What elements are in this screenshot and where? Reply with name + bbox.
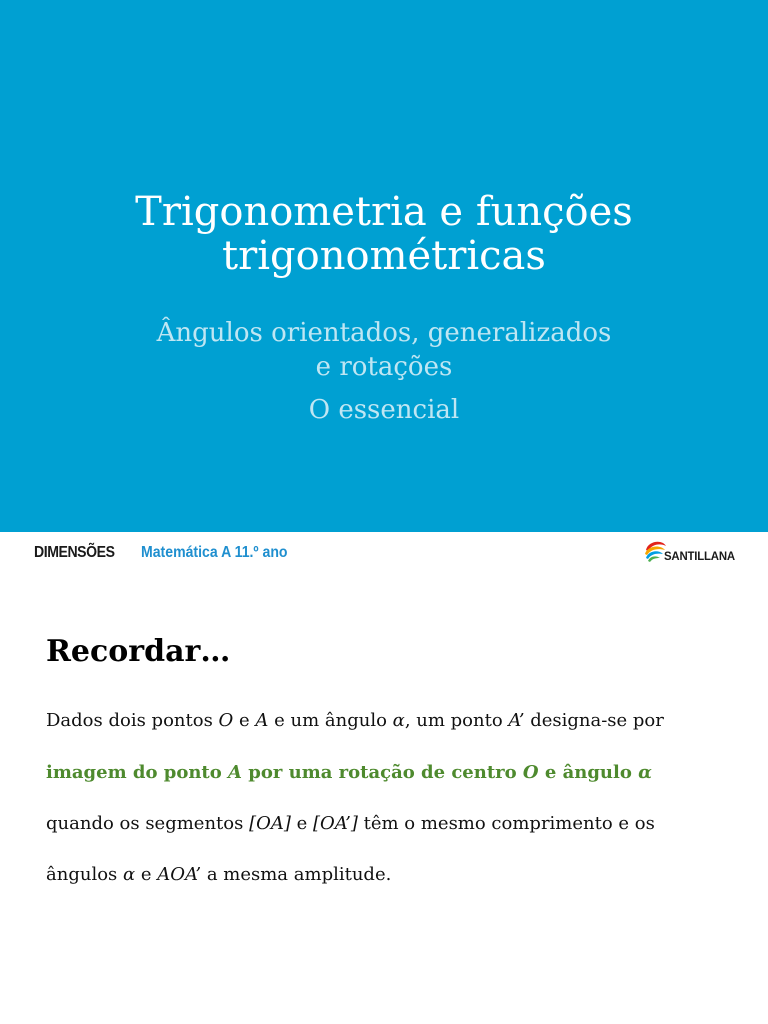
math-symbol: α: [123, 864, 136, 885]
publisher-name: SANTILLANA: [664, 549, 735, 563]
math-symbol: O: [522, 762, 539, 783]
title-line-2: trigonométricas: [222, 233, 546, 279]
math-symbol: A: [228, 762, 242, 783]
text-fragment: a mesma amplitude.: [201, 864, 392, 885]
section-heading: Recordar…: [46, 634, 231, 669]
math-symbol: AOA’: [157, 864, 202, 885]
course-label: Matemática A 11.º ano: [141, 544, 288, 561]
text-fragment: e: [135, 864, 158, 885]
slide-subtitle: [0, 316, 768, 384]
math-symbol: A: [255, 710, 269, 731]
title-line-1: Trigonometria e funções: [135, 189, 633, 235]
math-symbol: α: [638, 762, 652, 783]
subtitle-line-2: e rotações: [315, 352, 453, 382]
text-fragment: quando os segmentos: [46, 813, 250, 834]
slide-title: [0, 190, 768, 278]
text-fragment: ângulos: [46, 864, 123, 885]
brand-name: DIMENSÕES: [34, 544, 115, 561]
paragraph-line-4: [46, 863, 391, 887]
publisher-logo: [644, 538, 740, 566]
paragraph-line-3: [46, 812, 655, 836]
text-fragment: e: [233, 710, 256, 731]
text-fragment: imagem do ponto: [46, 762, 229, 783]
text-fragment: , um ponto: [404, 710, 509, 731]
math-symbol: α: [392, 710, 405, 731]
paragraph-line-1: [46, 709, 664, 733]
math-symbol: O: [218, 710, 234, 731]
math-symbol: [OA’]: [313, 813, 358, 834]
text-fragment: e um ângulo: [268, 710, 393, 731]
text-fragment: e: [290, 813, 313, 834]
text-fragment: e ângulo: [538, 762, 639, 783]
text-fragment: têm o mesmo comprimento e os: [357, 813, 655, 834]
subtitle-line-1: Ângulos orientados, generalizados: [156, 318, 612, 348]
essencial-label: O essencial: [308, 395, 460, 425]
highlighted-definition: [46, 761, 652, 785]
math-symbol: A’: [508, 710, 525, 731]
math-symbol: [OA]: [249, 813, 291, 834]
text-fragment: por uma rotação de centro: [242, 762, 523, 783]
text-fragment: designa-se por: [524, 710, 664, 731]
text-fragment: Dados dois pontos: [46, 710, 219, 731]
